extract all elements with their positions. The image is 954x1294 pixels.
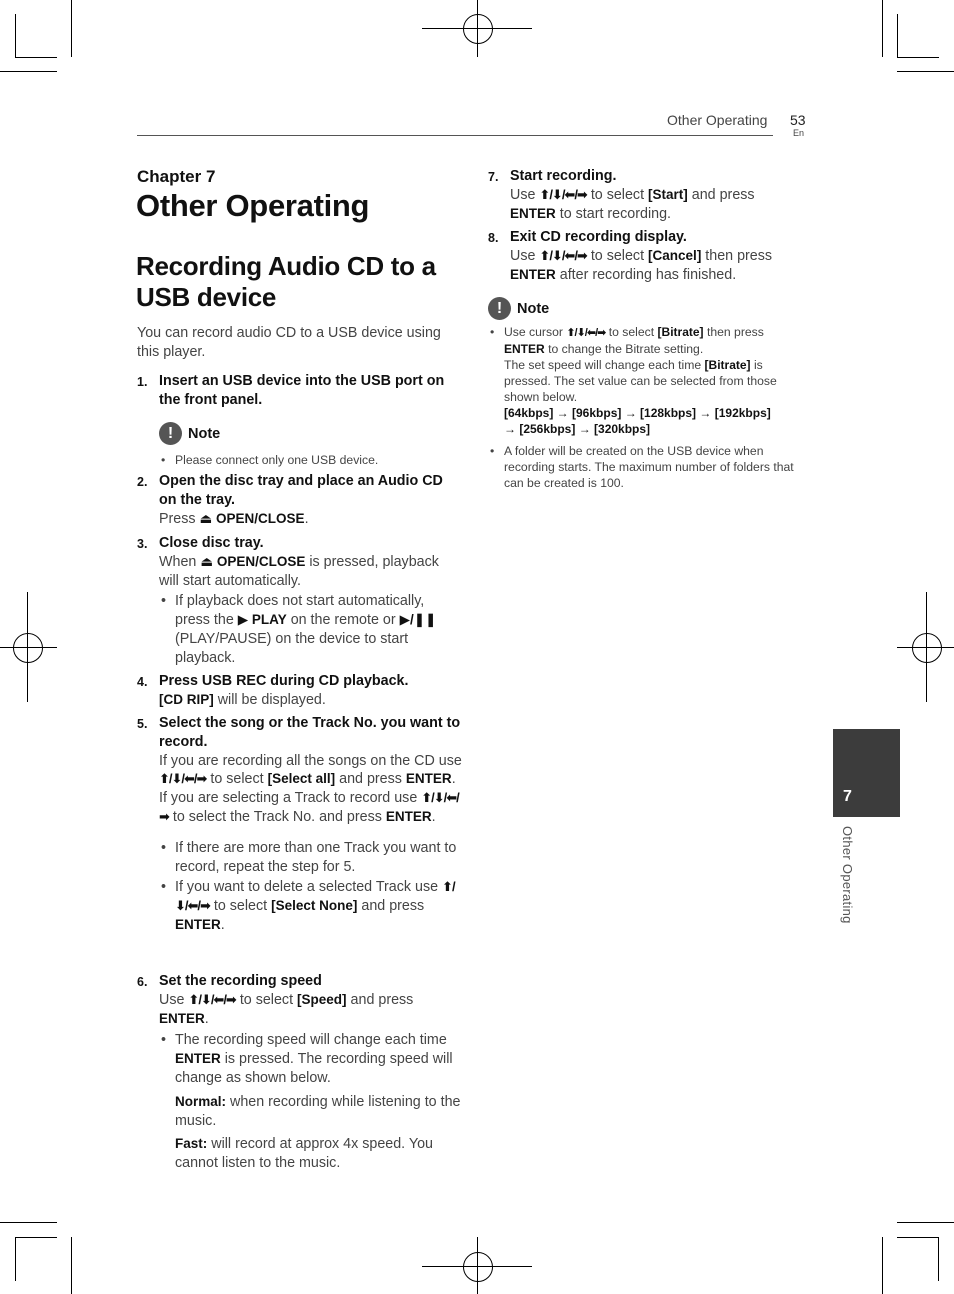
cursor-arrows-icon: ⬆/⬇/⬅/➡ <box>188 991 236 1007</box>
step-7: 7. Start recording. Use ⬆/⬇/⬅/➡ to select [Start] and press ENTER to start recording. <box>488 168 755 222</box>
eject-open-close-key: ⏏ OPEN/CLOSE <box>199 510 305 526</box>
step-title: Insert an USB device into the USB port on the front panel. <box>159 373 445 408</box>
chapter-tab-label: Other Operating <box>840 826 855 924</box>
note-heading: ! Note <box>159 422 220 445</box>
section-title: Recording Audio CD to a USB device <box>136 251 436 312</box>
note-bullet: • Please connect only one USB device. <box>161 453 379 467</box>
step-1: 1. Insert an USB device into the USB port on the front panel. <box>137 372 462 410</box>
note-body: • Use cursor ⬆/⬇/⬅/➡ to select [Bitrate] then press ENTER to change the Bitrate setting. The set speed will change each time [Bitrate] is pressed. The set value can be selected from those shown below. [64kbps] → [96kbps] → [128kbps] → [192kbps] → [256kbps] → [320kbps] • A folder will be created on the USB device when recording starts. The maximum number of folders that can be created is 100. <box>490 325 794 490</box>
note-heading: ! Note <box>488 297 549 320</box>
play-pause-key: ▶/❚❚ <box>399 612 437 628</box>
step-6: 6. Set the recording speed Use ⬆/⬇/⬅/➡ to select [Speed] and press ENTER. • The recording speed will change each time ENTER is pressed. The recording speed will change as shown below. Normal: when recording while listening to the music. Fast: will record at approx 4x speed. You cannot listen to the music. <box>137 973 461 1172</box>
step-8: 8. Exit CD recording display. Use ⬆/⬇/⬅/➡ to select [Cancel] then press ENTER after recording has finished. <box>488 229 773 283</box>
cursor-arrows-icon: ⬆/⬇/⬅/➡ <box>159 790 459 824</box>
cursor-arrows-icon: ⬆/⬇/⬅/➡ <box>175 879 455 914</box>
cursor-arrows-icon: ⬆/⬇/⬅/➡ <box>566 327 606 339</box>
exclamation-icon: ! <box>159 422 182 445</box>
cursor-arrows-icon: ⬆/⬇/⬅/➡ <box>539 186 587 202</box>
step-2: 2. Open the disc tray and place an Audio CD on the tray. Press ⏏ OPEN/CLOSE. <box>137 473 443 527</box>
cursor-arrows-icon: ⬆/⬇/⬅/➡ <box>539 247 587 263</box>
step-4: 4. Press USB REC during CD playback. [CD RIP] will be displayed. <box>137 673 409 708</box>
page-number: 53 <box>790 112 806 128</box>
header-rule <box>137 135 773 136</box>
section-intro: You can record audio CD to a USB device using this player. <box>137 325 441 360</box>
language-code: En <box>793 128 805 138</box>
exclamation-icon: ! <box>488 297 511 320</box>
play-key: ▶ PLAY <box>237 612 287 628</box>
step-3: 3. Close disc tray. When ⏏ OPEN/CLOSE is pressed, playback will start automatically. • If playback does not start automatically, press the ▶ PLAY on the remote or ▶/❚❚ (PLAY/PAUSE) on the device to start playback. <box>137 535 439 666</box>
running-header-title: Other Operating <box>667 112 768 128</box>
chapter-label: Chapter 7 <box>137 167 216 186</box>
step-5: 5. Select the song or the Track No. you want to record. If you are recording all the songs on the CD use ⬆/⬇/⬅/➡ to select [Select all] and press ENTER. If you are selecting a Track to record use ⬆/⬇/⬅/➡ to select the Track No. and press ENTER. • If there are more than one Track you want to record, repeat the step for 5. • If you want to delete a selected Track use ⬆/⬇/⬅/➡ to select [Select None] and press ENTER. <box>137 715 462 933</box>
chapter-title: Other Operating <box>136 188 370 223</box>
chapter-tab-number: 7 <box>843 788 852 805</box>
cursor-arrows-icon: ⬆/⬇/⬅/➡ <box>159 771 207 787</box>
